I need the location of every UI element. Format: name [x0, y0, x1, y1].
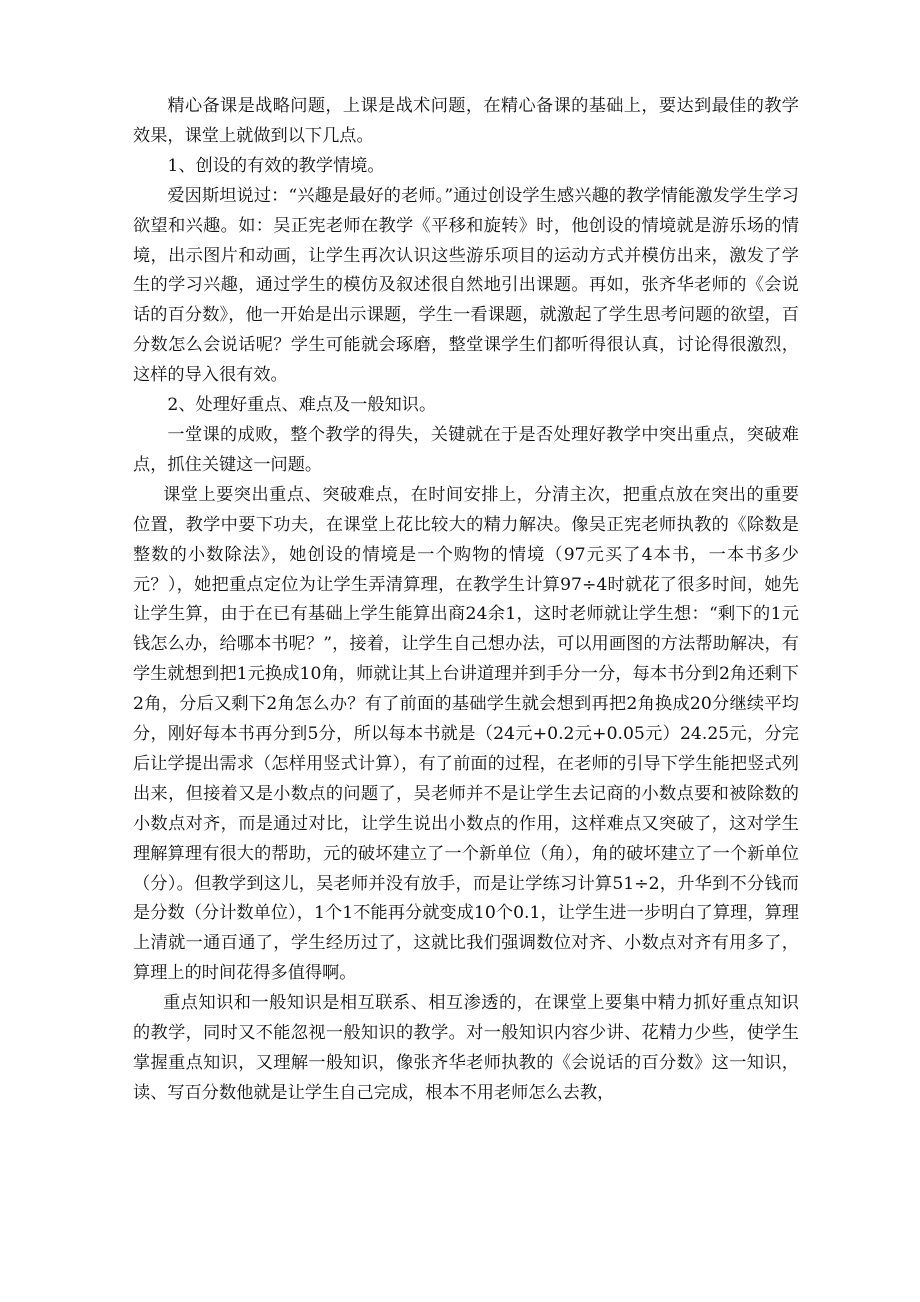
paragraph-general-knowledge: 重点知识和一般知识是相互联系、相互渗透的，在课堂上要集中精力抓好重点知识的教学，同时又不能忽视一般知识的教学。对一般知识内容少讲、花精力少些，使学生掌握重点知识，又理解一般知识，像张齐华老师执教的《会说话的百分数》这一知识，读、写百分数他就是让学生自己完成，根本不用老师怎么去教， [133, 993, 799, 1103]
paragraph-einstein: 爱因斯坦说过：“兴趣是最好的老师。”通过创设学生感兴趣的教学情能激发学生学习欲望和兴趣。如：吴正宪老师在教学《平移和旋转》时，他创设的情境就是游乐场的情境，出示图片和动画，让学生再次认识这些游乐项目的运动方式并模仿出来，激发了学生的学习兴趣，通过学生的模仿及叙述很自然地引出课题。再如，张齐华老师的《会说话的百分数》，他一开始是出示课题，学生一看课题，就激起了学生思考问题的欲望，百分数怎么会说话呢？学生可能就会琢磨，整堂课学生们都听得很认真，讨论得很激烈，这样的导入很有效。 [133, 185, 799, 386]
paragraph-key-points: 课堂上要突出重点、突破难点，在时间安排上，分清主次，把重点放在突出的重要位置，教学中要下功夫，在课堂上花比较大的精力解决。像吴正宪老师执教的《除数是整数的小数除法》，她创设的情境是一个购物的情境（97元买了4本书，一本书多少元？），她把重点定位为让学生弄清算理，在教学生计算97÷4时就花了很多时间，她先让学生算，由于在已有基础上学生能算出商24余1，这时老师就让学生想：“剩下的1元钱怎么办，给哪本书呢？”，接着，让学生自己想办法，可以用画图的方法帮助解决，有学生就想到把1元换成10角，师就让其上台讲道理并到手分一分，每本书分到2角还剩下2角，分后又剩下2角怎么办？有了前面的基础学生就会想到再把2角换成20分继续平均分，刚好每本书再分到5分，所以每本书就是（24元+0.2元+0.05元）24.25元，分完后让学提出需求（怎样用竖式计算），有了前面的过程，在老师的引导下学生能把竖式列出来，但接着又是小数点的问题了，吴老师并不是让学生去记商的小数点要和被除数的小数点对齐，而是通过对比，让学生说出小数点的作用，这样难点又突破了，这对学生理解算理有很大的帮助，元的破坏建立了一个新单位（角），角的破坏建立了一个新单位（分）。但教学到这儿，吴老师并没有放手，而是让学练习计算51÷2，升华到不分钱而是分数（分计数单位），1个1不能再分就变成10个0.1，让学生进一步明白了算理，算理上清就一通百通了，学生经历过了，这就比我们强调数位对齐、小数点对齐有用多了，算理上的时间花得多值得啊。 [133, 484, 799, 984]
section-heading-2: 2、处理好重点、难点及一般知识。 [167, 395, 437, 416]
paragraph-success: 一堂课的成败，整个教学的得失，关键就在于是否处理好教学中突出重点，突破难点，抓住关键这一问题。 [133, 424, 799, 475]
section-heading-1: 1、创设的有效的教学情境。 [167, 155, 385, 176]
document-body [133, 92, 799, 1109]
paragraph-intro: 精心备课是战略问题，上课是战术问题，在精心备课的基础上，要达到最佳的教学效果，课堂上就做到以下几点。 [133, 96, 799, 146]
